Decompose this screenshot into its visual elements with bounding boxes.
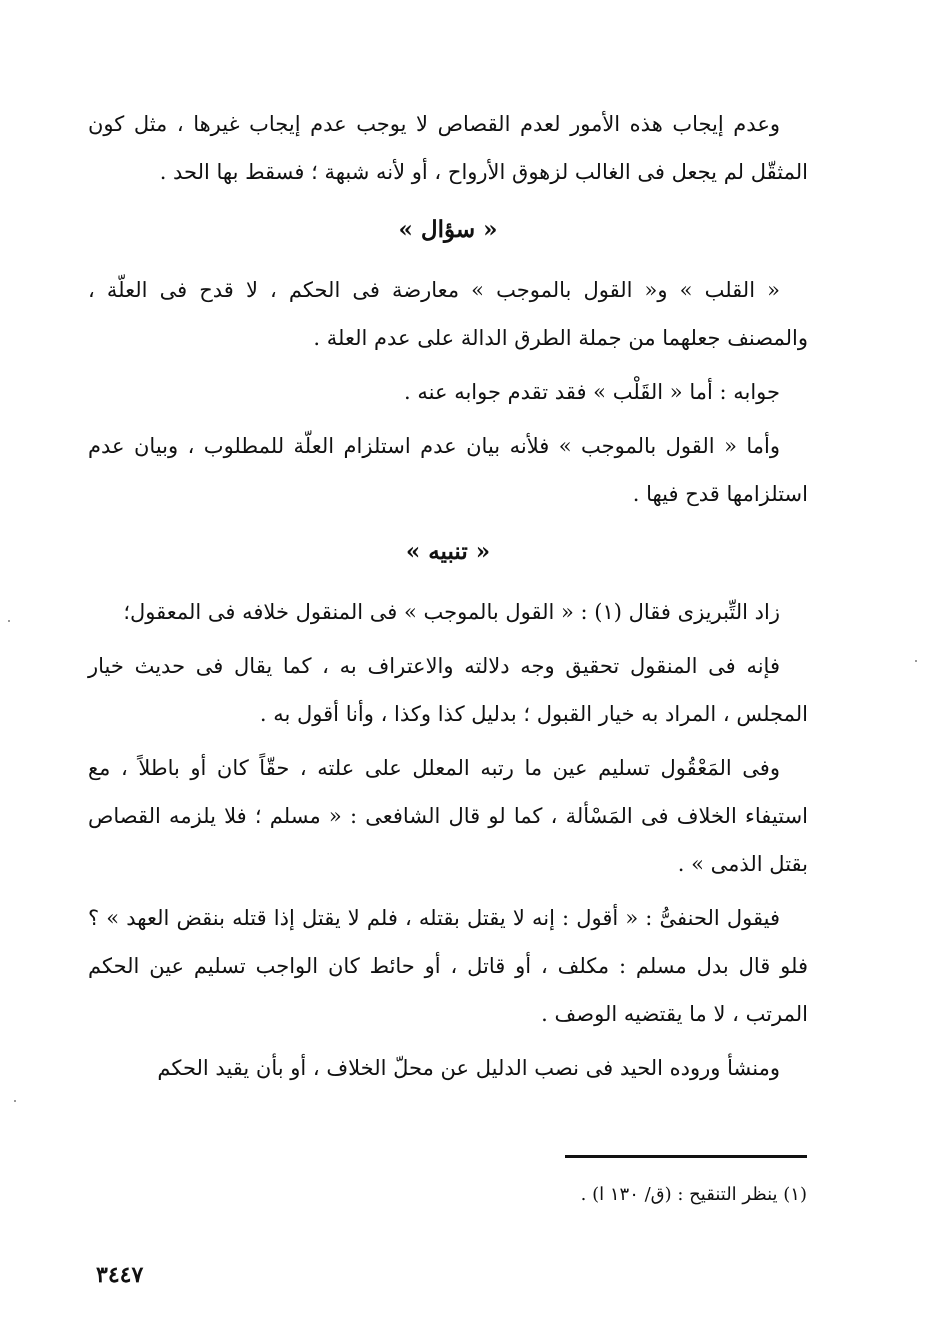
paragraph: زاد التِّبريزى فقال (١) : « القول بالموجب » فى المنقول خلافه فى المعقول؛	[123, 600, 780, 624]
paragraph: ومنشأ وروده الحيد فى نصب الدليل عن محلّ الخلاف ، أو بأن يقيد الحكم	[157, 1056, 780, 1080]
page-body	[88, 100, 808, 1098]
paragraph: وأما « القول بالموجب » فلأنه بيان عدم استلزام العلّة للمطلوب ، وبيان عدم استلزامها قدح فيها .	[88, 434, 808, 506]
section-heading-question: « سؤال »	[398, 216, 498, 243]
paragraph: فإنه فى المنقول تحقيق وجه دلالته والاعتراف به ، كما يقال فى حديث خيار المجلس ، المراد به خيار القبول ؛ بدليل كذا وكذا ، وأنا أقول به .	[88, 654, 808, 726]
paragraph: فيقول الحنفىُّ : « أقول : إنه لا يقتل بقتله ، فلم لا يقتل إذا قتله بنقض العهد » ؟ فلو قال بدل مسلم : مكلف ، أو قاتل ، أو حائط كان الواجب تسليم عين الحكم المرتب ، لا ما يقتضيه الوصف .	[88, 906, 808, 1026]
paragraph: وفى المَعْقُول تسليم عين ما رتبه المعلل على علته ، حقّاً كان أو باطلاً ، مع استيفاء الخلاف فى المَسْألة ، كما لو قال الشافعى : « مسلم ؛ فلا يلزمه القصاص بقتل الذمى » .	[88, 756, 808, 876]
section-heading-notice: « تنبيه »	[405, 538, 491, 565]
scan-speck	[915, 660, 917, 662]
paragraph: وعدم إيجاب هذه الأمور لعدم القصاص لا يوجب عدم إيجاب غيرها ، مثل كون المثقّل لم يجعل فى الغالب لزهوق الأرواح ، أو لأنه شبهة ؛ فسقط بها الحد .	[88, 112, 808, 184]
scan-speck	[8, 620, 10, 622]
scan-speck	[14, 1100, 16, 1102]
paragraph: جوابه : أما « القَلْب » فقد تقدم جوابه عنه .	[404, 380, 780, 404]
footnote: (١) ينظر التنقيح : (ق/ ١٣٠ ا) .	[580, 1184, 807, 1205]
footnote-divider	[565, 1155, 807, 1158]
paragraph: « القلب » و« القول بالموجب » معارضة فى الحكم ، لا قدح فى العلّة ، والمصنف جعلهما من جملة الطرق الدالة على عدم العلة .	[88, 278, 808, 350]
page-number: ٣٤٤٧	[96, 1262, 144, 1288]
